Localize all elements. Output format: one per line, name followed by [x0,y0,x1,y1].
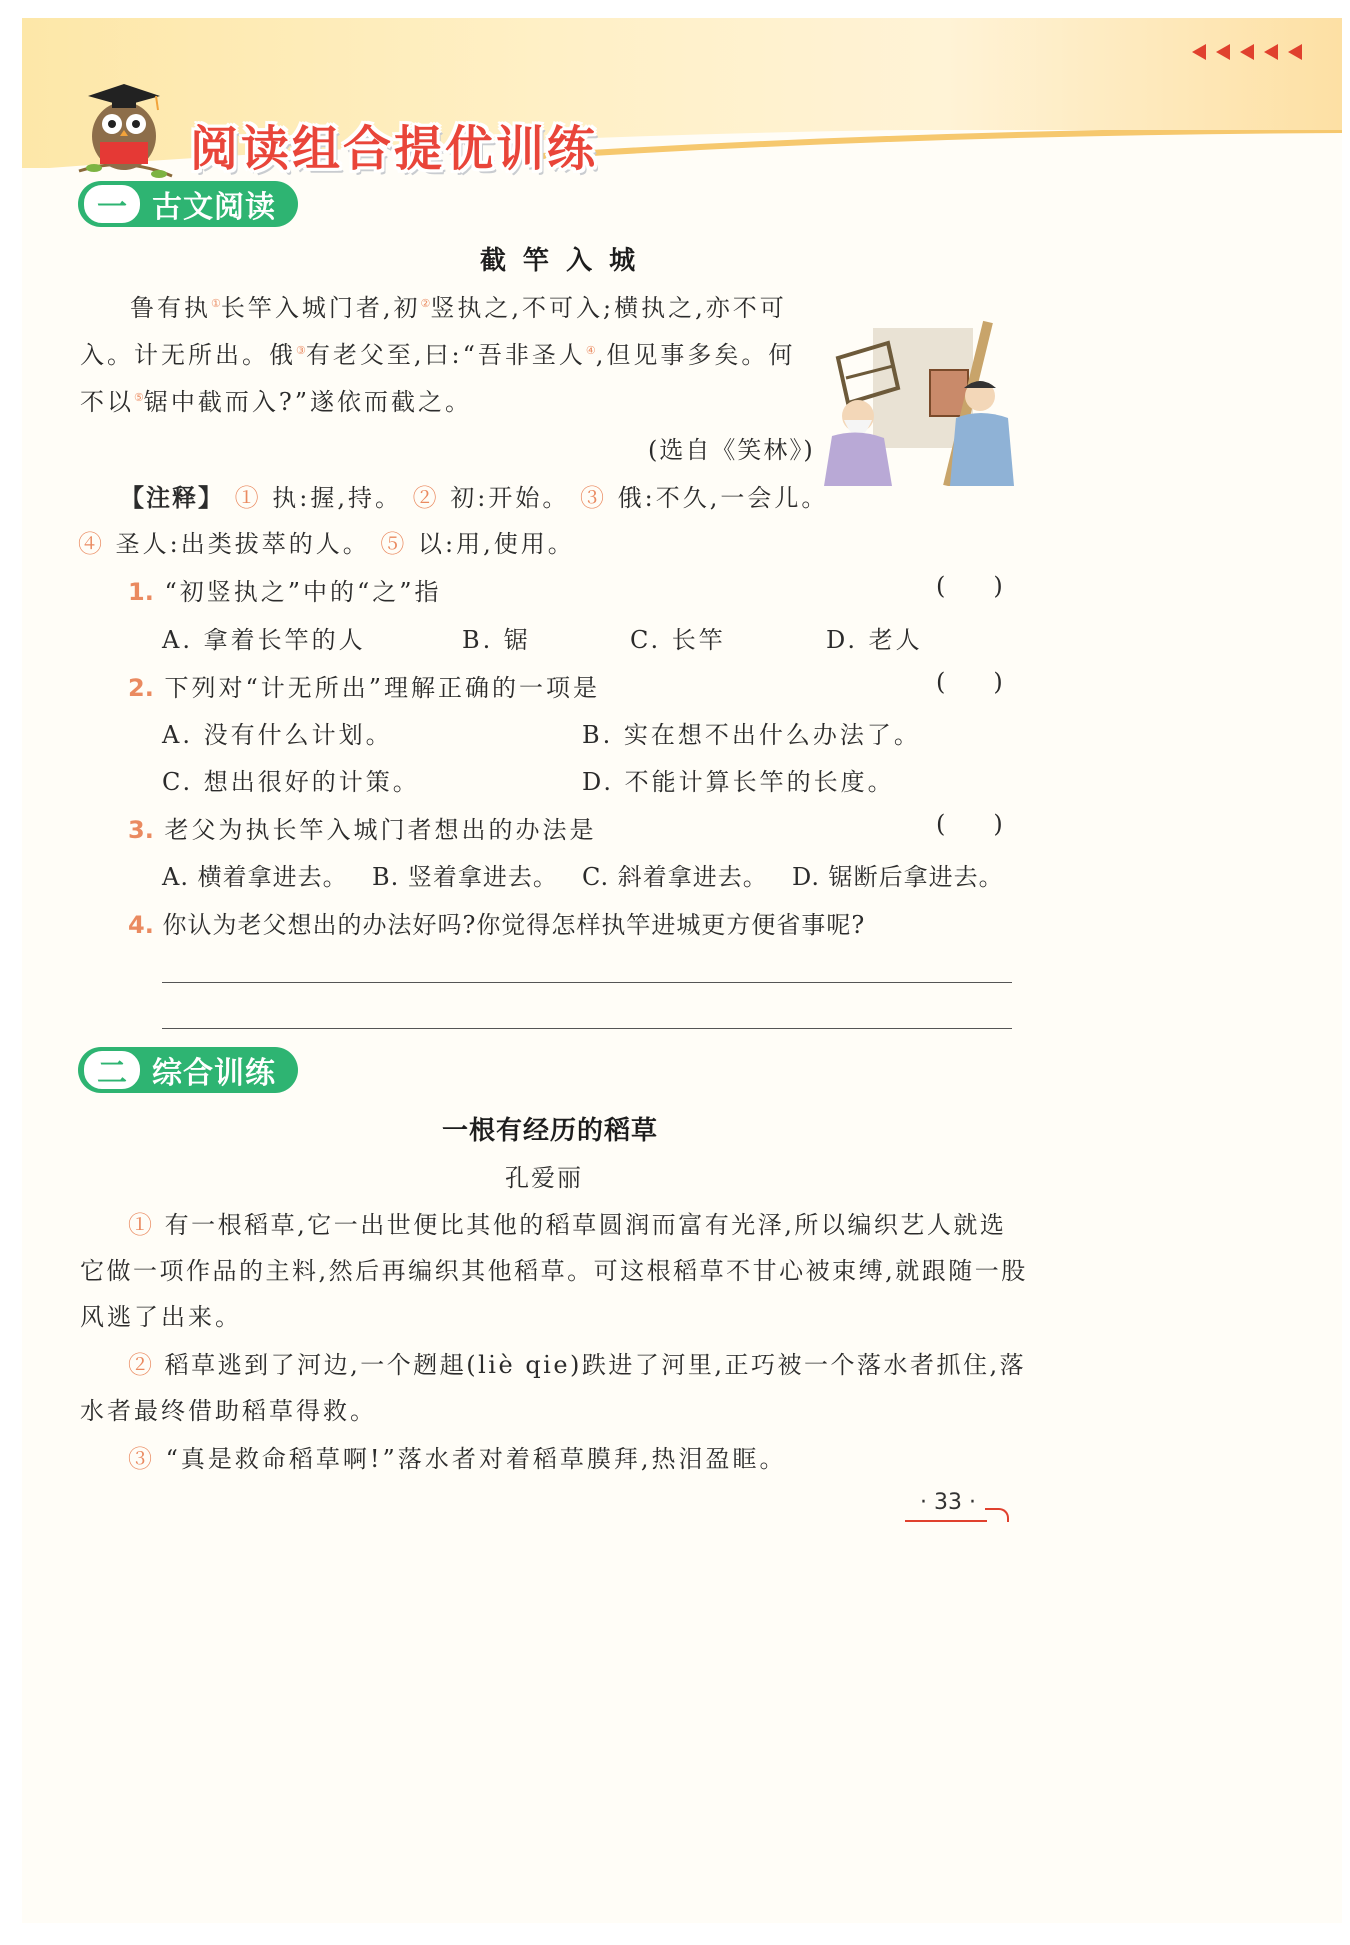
page-number: · 33 · [920,1490,976,1515]
q2-option-c: C. 想出很好的计策。 [162,768,420,796]
section-label: 综合训练 [152,1056,276,1091]
question-4: 4. 你认为老父想出的办法好吗?你觉得怎样执竿进城更方便省事呢? [128,911,866,939]
question-3: 3. 老父为执长竿入城门者想出的办法是 [128,816,597,844]
page-number-underline [905,1520,987,1522]
paragraph-line: 水者最终借助稻草得救。 [80,1397,377,1425]
question-2: 2. 下列对“计无所出”理解正确的一项是 [128,674,601,702]
answer-bracket-2[interactable]: () [936,668,1051,696]
answer-bracket-1[interactable]: () [936,572,1051,600]
q3-option-c: C. 斜着拿进去。 [582,863,768,891]
q3-option-d: D. 锯断后拿进去。 [792,863,1004,891]
header-arrows-decoration [1192,44,1302,60]
q1-option-b: B. 锯 [462,626,531,654]
paragraph-line: ③ “真是救命稻草啊!”落水者对着稻草膜拜,热泪盈眶。 [128,1445,787,1473]
page-number-hook-decoration [985,1508,1009,1522]
question-1: 1. “初竖执之”中的“之”指 [128,578,442,606]
passage-author: 孔爱丽 [505,1164,583,1192]
passage-title: 截 竿 入 城 [480,246,640,276]
answer-line[interactable] [162,1028,1012,1029]
q2-option-a: A. 没有什么计划。 [162,721,393,749]
passage-title: 一根有经历的稻草 [442,1116,659,1146]
owl-reading-icon [74,76,174,186]
notes-line: ④ 圣人:出类拔萃的人。 ⑤ 以:用,使用。 [78,530,575,558]
paragraph-line: ① 有一根稻草,它一出世便比其他的稻草圆润而富有光泽,所以编织艺人就选 [128,1211,1007,1239]
paragraph-line: 它做一项作品的主料,然后再编织其他稻草。可这根稻草不甘心被束缚,就跟随一股 [80,1257,1028,1285]
answer-line[interactable] [162,982,1012,983]
section-number: 二 [82,1049,142,1091]
passage-source: (选自《笑林》) [648,436,815,464]
q2-option-b: B. 实在想不出什么办法了。 [582,721,921,749]
q3-option-b: B. 竖着拿进去。 [372,863,558,891]
q2-option-d: D. 不能计算长竿的长度。 [582,768,895,796]
passage-line: 不以⑤锯中截而入?”遂依而截之。 [80,388,473,416]
q1-option-a: A. 拿着长竿的人 [162,626,366,654]
paragraph-line: ② 稻草逃到了河边,一个趔趄(liè qie)跌进了河里,正巧被一个落水者抓住,落 [128,1351,1027,1379]
section-label: 古文阅读 [152,190,276,225]
illustration-old-man-and-pole [818,318,1018,486]
section-number: 一 [82,183,142,225]
passage-line: 鲁有执①长竿入城门者,初②竖执之,不可入;横执之,亦不可 [130,294,787,322]
passage-line: 入。计无所出。俄③有老父至,曰:“吾非圣人④,但见事多矣。何 [80,341,796,369]
page-title: 阅读组合提优训练 [190,121,599,177]
paragraph-line: 风逃了出来。 [80,1303,242,1331]
section-badge-comprehensive-training [78,1047,298,1093]
answer-bracket-3[interactable]: () [936,810,1051,838]
q1-option-c: C. 长竿 [630,626,726,654]
section-badge-classical-reading [78,181,298,227]
q1-option-d: D. 老人 [826,626,923,654]
q3-option-a: A. 横着拿进去。 [162,863,348,891]
notes-line: 【注释】 ① 执:握,持。 ② 初:开始。 ③ 俄:不久,一会儿。 [120,484,829,512]
